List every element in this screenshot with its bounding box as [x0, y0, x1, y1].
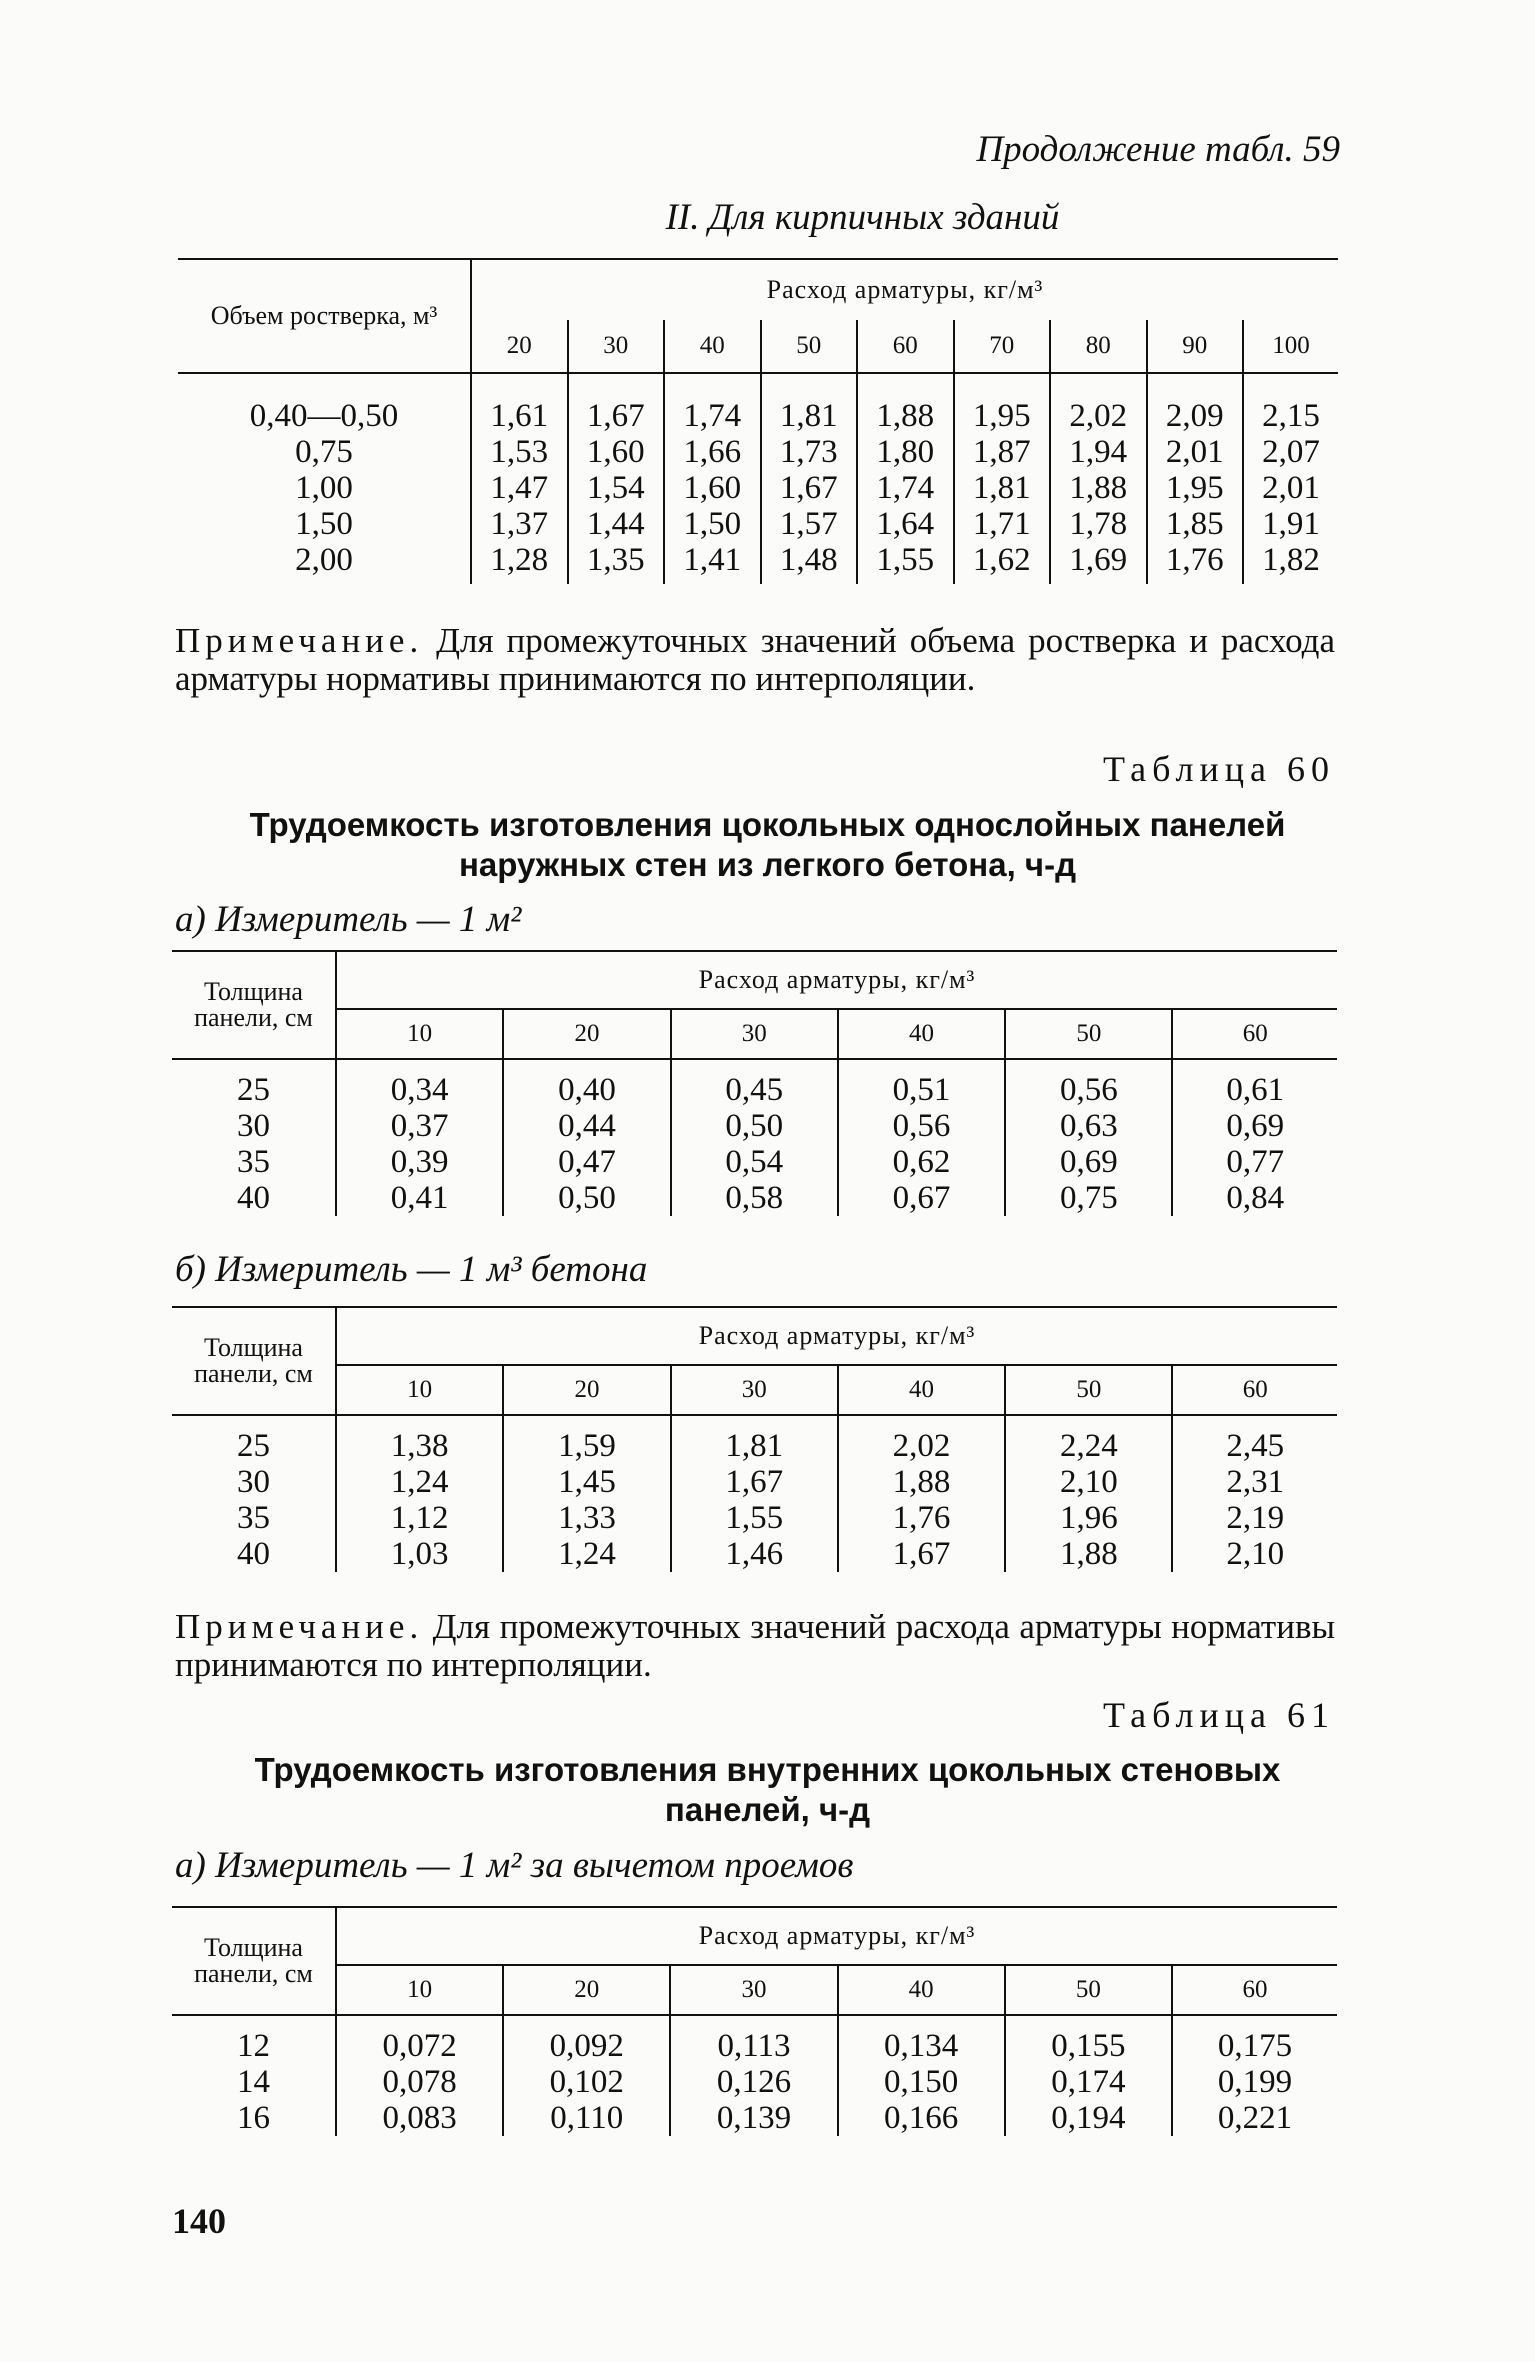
table-cell: 1,88 — [838, 1464, 1005, 1500]
table-cell: 0,47 — [503, 1144, 670, 1180]
table-cell: 0,199 — [1172, 2064, 1337, 2100]
table-cell: 1,74 — [664, 398, 761, 434]
table-cell: 1,55 — [671, 1500, 838, 1536]
table-cell: 2,31 — [1172, 1464, 1337, 1500]
table-cell: 0,56 — [838, 1108, 1005, 1144]
row-label: 40 — [237, 1180, 270, 1216]
note-lead: Примечание. — [175, 1607, 424, 1646]
row-label: 30 — [237, 1108, 270, 1144]
table-cell: 0,56 — [1005, 1072, 1172, 1108]
row-label: 35 — [237, 1500, 270, 1536]
table-cell: 0,69 — [1172, 1108, 1337, 1144]
table-cell: 1,91 — [1243, 506, 1338, 542]
table-cell: 1,62 — [954, 542, 1051, 584]
table-row — [178, 398, 1338, 434]
column-header: 30 — [568, 320, 665, 373]
table-cell: 2,07 — [1243, 434, 1338, 470]
table-cell: 0,75 — [1005, 1180, 1172, 1216]
table-row — [178, 434, 1338, 470]
note-text: Для промежуточных значений расхода арматуры нормативы принимаются по интерполяции. — [175, 1607, 1335, 1684]
group-label: Расход арматуры, кг/м³ — [336, 1907, 1337, 1965]
table-cell: 1,37 — [471, 506, 568, 542]
table-cell: 1,53 — [471, 434, 568, 470]
group-label: Расход арматуры, кг/м³ — [336, 1307, 1337, 1365]
table-cell: 2,09 — [1147, 398, 1244, 434]
column-header: 90 — [1147, 320, 1244, 373]
row-label: 35 — [237, 1144, 270, 1180]
column-header: 30 — [670, 1965, 837, 2015]
table-row — [172, 1536, 1337, 1572]
column-header: 60 — [1172, 1009, 1337, 1059]
table-cell: 1,46 — [671, 1536, 838, 1572]
table-cell: 0,62 — [838, 1144, 1005, 1180]
table-cell: 1,45 — [503, 1464, 670, 1500]
column-header: 30 — [671, 1365, 838, 1415]
column-header: 60 — [1172, 1365, 1337, 1415]
col-label: Толщина панели, см — [172, 1307, 336, 1415]
continuation-label: Продолжение табл. 59 — [976, 129, 1340, 170]
table-cell: 0,54 — [671, 1144, 838, 1180]
column-header: 40 — [838, 1009, 1005, 1059]
table-cell: 0,221 — [1172, 2100, 1337, 2136]
table-cell: 1,67 — [761, 470, 858, 506]
table-cell: 0,58 — [671, 1180, 838, 1216]
table-cell: 0,194 — [1005, 2100, 1172, 2136]
group-label: Расход арматуры, кг/м³ — [336, 951, 1337, 1009]
row-label: 30 — [237, 1464, 270, 1500]
table-cell: 0,083 — [336, 2100, 503, 2136]
table-cell: 0,102 — [503, 2064, 670, 2100]
row-label: 2,00 — [295, 542, 353, 578]
table-cell: 2,19 — [1172, 1500, 1337, 1536]
table-cell: 0,174 — [1005, 2064, 1172, 2100]
table-row — [172, 2100, 1337, 2136]
table-cell: 0,37 — [336, 1108, 503, 1144]
column-header: 70 — [954, 320, 1051, 373]
table-cell: 1,59 — [503, 1428, 670, 1464]
group-label: Расход арматуры, кг/м³ — [471, 259, 1338, 320]
table-cell: 2,02 — [838, 1428, 1005, 1464]
table-row — [172, 2064, 1337, 2100]
table-cell: 1,95 — [1147, 470, 1244, 506]
column-header-row — [172, 1965, 1337, 2015]
table-cell: 1,87 — [954, 434, 1051, 470]
table-cell: 2,24 — [1005, 1428, 1172, 1464]
table-row — [172, 1144, 1337, 1180]
column-header: 80 — [1050, 320, 1147, 373]
column-header: 20 — [503, 1365, 670, 1415]
column-header: 50 — [761, 320, 858, 373]
table-cell: 2,01 — [1243, 470, 1338, 506]
table-61-title: Трудоемкость изготовления внутренних цокольных стеновых панелей, ч-д — [254, 1751, 1281, 1828]
table-cell: 1,64 — [857, 506, 954, 542]
table-cell: 0,175 — [1172, 2028, 1337, 2064]
table-60b — [172, 1306, 1337, 1572]
table-cell: 1,50 — [664, 506, 761, 542]
table-cell: 1,82 — [1243, 542, 1338, 584]
table-cell: 2,10 — [1005, 1464, 1172, 1500]
table-61a-measure: а) Измеритель — 1 м² за вычетом проемов — [175, 1845, 854, 1886]
table-cell: 2,15 — [1243, 398, 1338, 434]
column-header: 10 — [336, 1009, 503, 1059]
row-label: 25 — [237, 1428, 270, 1464]
section-subtitle: II. Для кирпичных зданий — [665, 197, 1060, 238]
table-cell: 0,44 — [503, 1108, 670, 1144]
table-cell: 1,66 — [664, 434, 761, 470]
column-header-row — [172, 1365, 1337, 1415]
table-60-number: Таблица 60 — [1103, 749, 1335, 789]
table-cell: 0,110 — [503, 2100, 670, 2136]
note-1 — [175, 622, 1335, 698]
table-cell: 1,48 — [761, 542, 858, 584]
table-cell: 1,57 — [761, 506, 858, 542]
row-label: 0,40—0,50 — [249, 398, 399, 434]
table-cell: 1,60 — [568, 434, 665, 470]
table-cell: 0,092 — [503, 2028, 670, 2064]
column-header: 50 — [1005, 1009, 1172, 1059]
col-label: Объем ростверка, м³ — [178, 259, 471, 373]
column-header: 30 — [671, 1009, 838, 1059]
table-60-title: Трудоемкость изготовления цокольных однослойных панелей наружных стен из легкого бетона, ч-д — [249, 806, 1286, 883]
row-label: 0,75 — [295, 434, 353, 470]
table-cell: 1,55 — [857, 542, 954, 584]
table-cell: 0,072 — [336, 2028, 503, 2064]
table-cell: 1,03 — [336, 1536, 503, 1572]
table-cell: 1,67 — [838, 1536, 1005, 1572]
table-cell: 0,67 — [838, 1180, 1005, 1216]
table-cell: 0,155 — [1005, 2028, 1172, 2064]
table-row — [172, 2028, 1337, 2064]
table-cell: 1,80 — [857, 434, 954, 470]
table-cell: 1,96 — [1005, 1500, 1172, 1536]
column-header: 10 — [336, 1365, 503, 1415]
column-header: 40 — [664, 320, 761, 373]
table-cell: 0,84 — [1172, 1180, 1337, 1216]
table-cell: 0,40 — [503, 1072, 670, 1108]
row-label: 14 — [237, 2064, 270, 2100]
column-header: 20 — [503, 1965, 670, 2015]
table-cell: 1,74 — [857, 470, 954, 506]
column-header: 20 — [503, 1009, 670, 1059]
table-cell: 1,71 — [954, 506, 1051, 542]
table-row — [178, 506, 1338, 542]
table-60a-measure: а) Измеритель — 1 м² — [175, 899, 522, 940]
table-cell: 0,69 — [1005, 1144, 1172, 1180]
table-cell: 1,94 — [1050, 434, 1147, 470]
table-cell: 1,76 — [1147, 542, 1244, 584]
table-cell: 1,81 — [671, 1428, 838, 1464]
table-cell: 1,35 — [568, 542, 665, 584]
table-row — [178, 470, 1338, 506]
table-row — [172, 1428, 1337, 1464]
column-header: 50 — [1005, 1965, 1172, 2015]
table-cell: 1,76 — [838, 1500, 1005, 1536]
table-61-number: Таблица 61 — [1103, 1695, 1335, 1735]
col-label: Толщина панели, см — [172, 1907, 336, 2015]
note-lead: Примечание. — [175, 621, 424, 660]
table-cell: 0,63 — [1005, 1108, 1172, 1144]
table-cell: 1,28 — [471, 542, 568, 584]
column-header: 40 — [838, 1965, 1005, 2015]
row-label: 25 — [237, 1072, 270, 1108]
table-cell: 1,85 — [1147, 506, 1244, 542]
table-60a — [172, 950, 1337, 1216]
table-cell: 1,38 — [336, 1428, 503, 1464]
table-61a — [172, 1906, 1337, 2136]
table-cell: 1,67 — [568, 398, 665, 434]
table-cell: 1,88 — [857, 398, 954, 434]
note-2 — [175, 1608, 1335, 1684]
table-cell: 1,44 — [568, 506, 665, 542]
column-header: 50 — [1005, 1365, 1172, 1415]
table-cell: 0,113 — [670, 2028, 837, 2064]
table-row — [172, 1108, 1337, 1144]
table-cell: 1,81 — [954, 470, 1051, 506]
table-cell: 1,67 — [671, 1464, 838, 1500]
table-row — [172, 1500, 1337, 1536]
table-cell: 2,10 — [1172, 1536, 1337, 1572]
row-label: 40 — [237, 1536, 270, 1572]
column-header-row — [172, 1009, 1337, 1059]
table-cell: 0,39 — [336, 1144, 503, 1180]
table-cell: 0,45 — [671, 1072, 838, 1108]
row-label: 16 — [237, 2100, 270, 2136]
table-cell: 0,166 — [838, 2100, 1005, 2136]
table-cell: 1,81 — [761, 398, 858, 434]
table-row — [172, 1464, 1337, 1500]
table-cell: 0,50 — [671, 1108, 838, 1144]
table-cell: 0,51 — [838, 1072, 1005, 1108]
column-header: 40 — [838, 1365, 1005, 1415]
column-header: 60 — [1172, 1965, 1337, 2015]
table-cell: 1,88 — [1050, 470, 1147, 506]
table-cell: 1,12 — [336, 1500, 503, 1536]
table-cell: 2,45 — [1172, 1428, 1337, 1464]
table-cell: 1,33 — [503, 1500, 670, 1536]
table-cell: 1,24 — [336, 1464, 503, 1500]
table-row — [172, 1180, 1337, 1216]
page-number: 140 — [172, 2201, 226, 2241]
table-59 — [178, 258, 1338, 584]
table-cell: 1,41 — [664, 542, 761, 584]
table-cell: 1,60 — [664, 470, 761, 506]
table-cell: 1,47 — [471, 470, 568, 506]
row-label: 1,50 — [295, 506, 353, 542]
table-cell: 0,134 — [838, 2028, 1005, 2064]
table-cell: 1,69 — [1050, 542, 1147, 584]
table-cell: 0,139 — [670, 2100, 837, 2136]
table-cell: 1,95 — [954, 398, 1051, 434]
table-cell: 1,24 — [503, 1536, 670, 1572]
column-header: 10 — [336, 1965, 503, 2015]
table-cell: 0,150 — [838, 2064, 1005, 2100]
table-cell: 0,77 — [1172, 1144, 1337, 1180]
table-cell: 0,41 — [336, 1180, 503, 1216]
table-cell: 0,078 — [336, 2064, 503, 2100]
table-cell: 0,34 — [336, 1072, 503, 1108]
table-cell: 1,73 — [761, 434, 858, 470]
table-row — [178, 542, 1338, 584]
table-60b-measure: б) Измеритель — 1 м³ бетона — [175, 1249, 648, 1290]
table-cell: 1,54 — [568, 470, 665, 506]
table-cell: 1,61 — [471, 398, 568, 434]
row-label: 1,00 — [295, 470, 353, 506]
table-cell: 0,126 — [670, 2064, 837, 2100]
column-header: 20 — [471, 320, 568, 373]
note-text: Для промежуточных значений объема ростверка и расхода арматуры нормативы принимаются по интерполяции. — [175, 621, 1335, 698]
col-label: Толщина панели, см — [172, 951, 336, 1059]
table-cell: 0,50 — [503, 1180, 670, 1216]
column-header: 60 — [857, 320, 954, 373]
table-cell: 2,01 — [1147, 434, 1244, 470]
table-cell: 0,61 — [1172, 1072, 1337, 1108]
table-cell: 1,78 — [1050, 506, 1147, 542]
table-row — [172, 1072, 1337, 1108]
table-cell: 2,02 — [1050, 398, 1147, 434]
table-cell: 1,88 — [1005, 1536, 1172, 1572]
row-label: 12 — [237, 2028, 270, 2064]
column-header: 100 — [1243, 320, 1338, 373]
